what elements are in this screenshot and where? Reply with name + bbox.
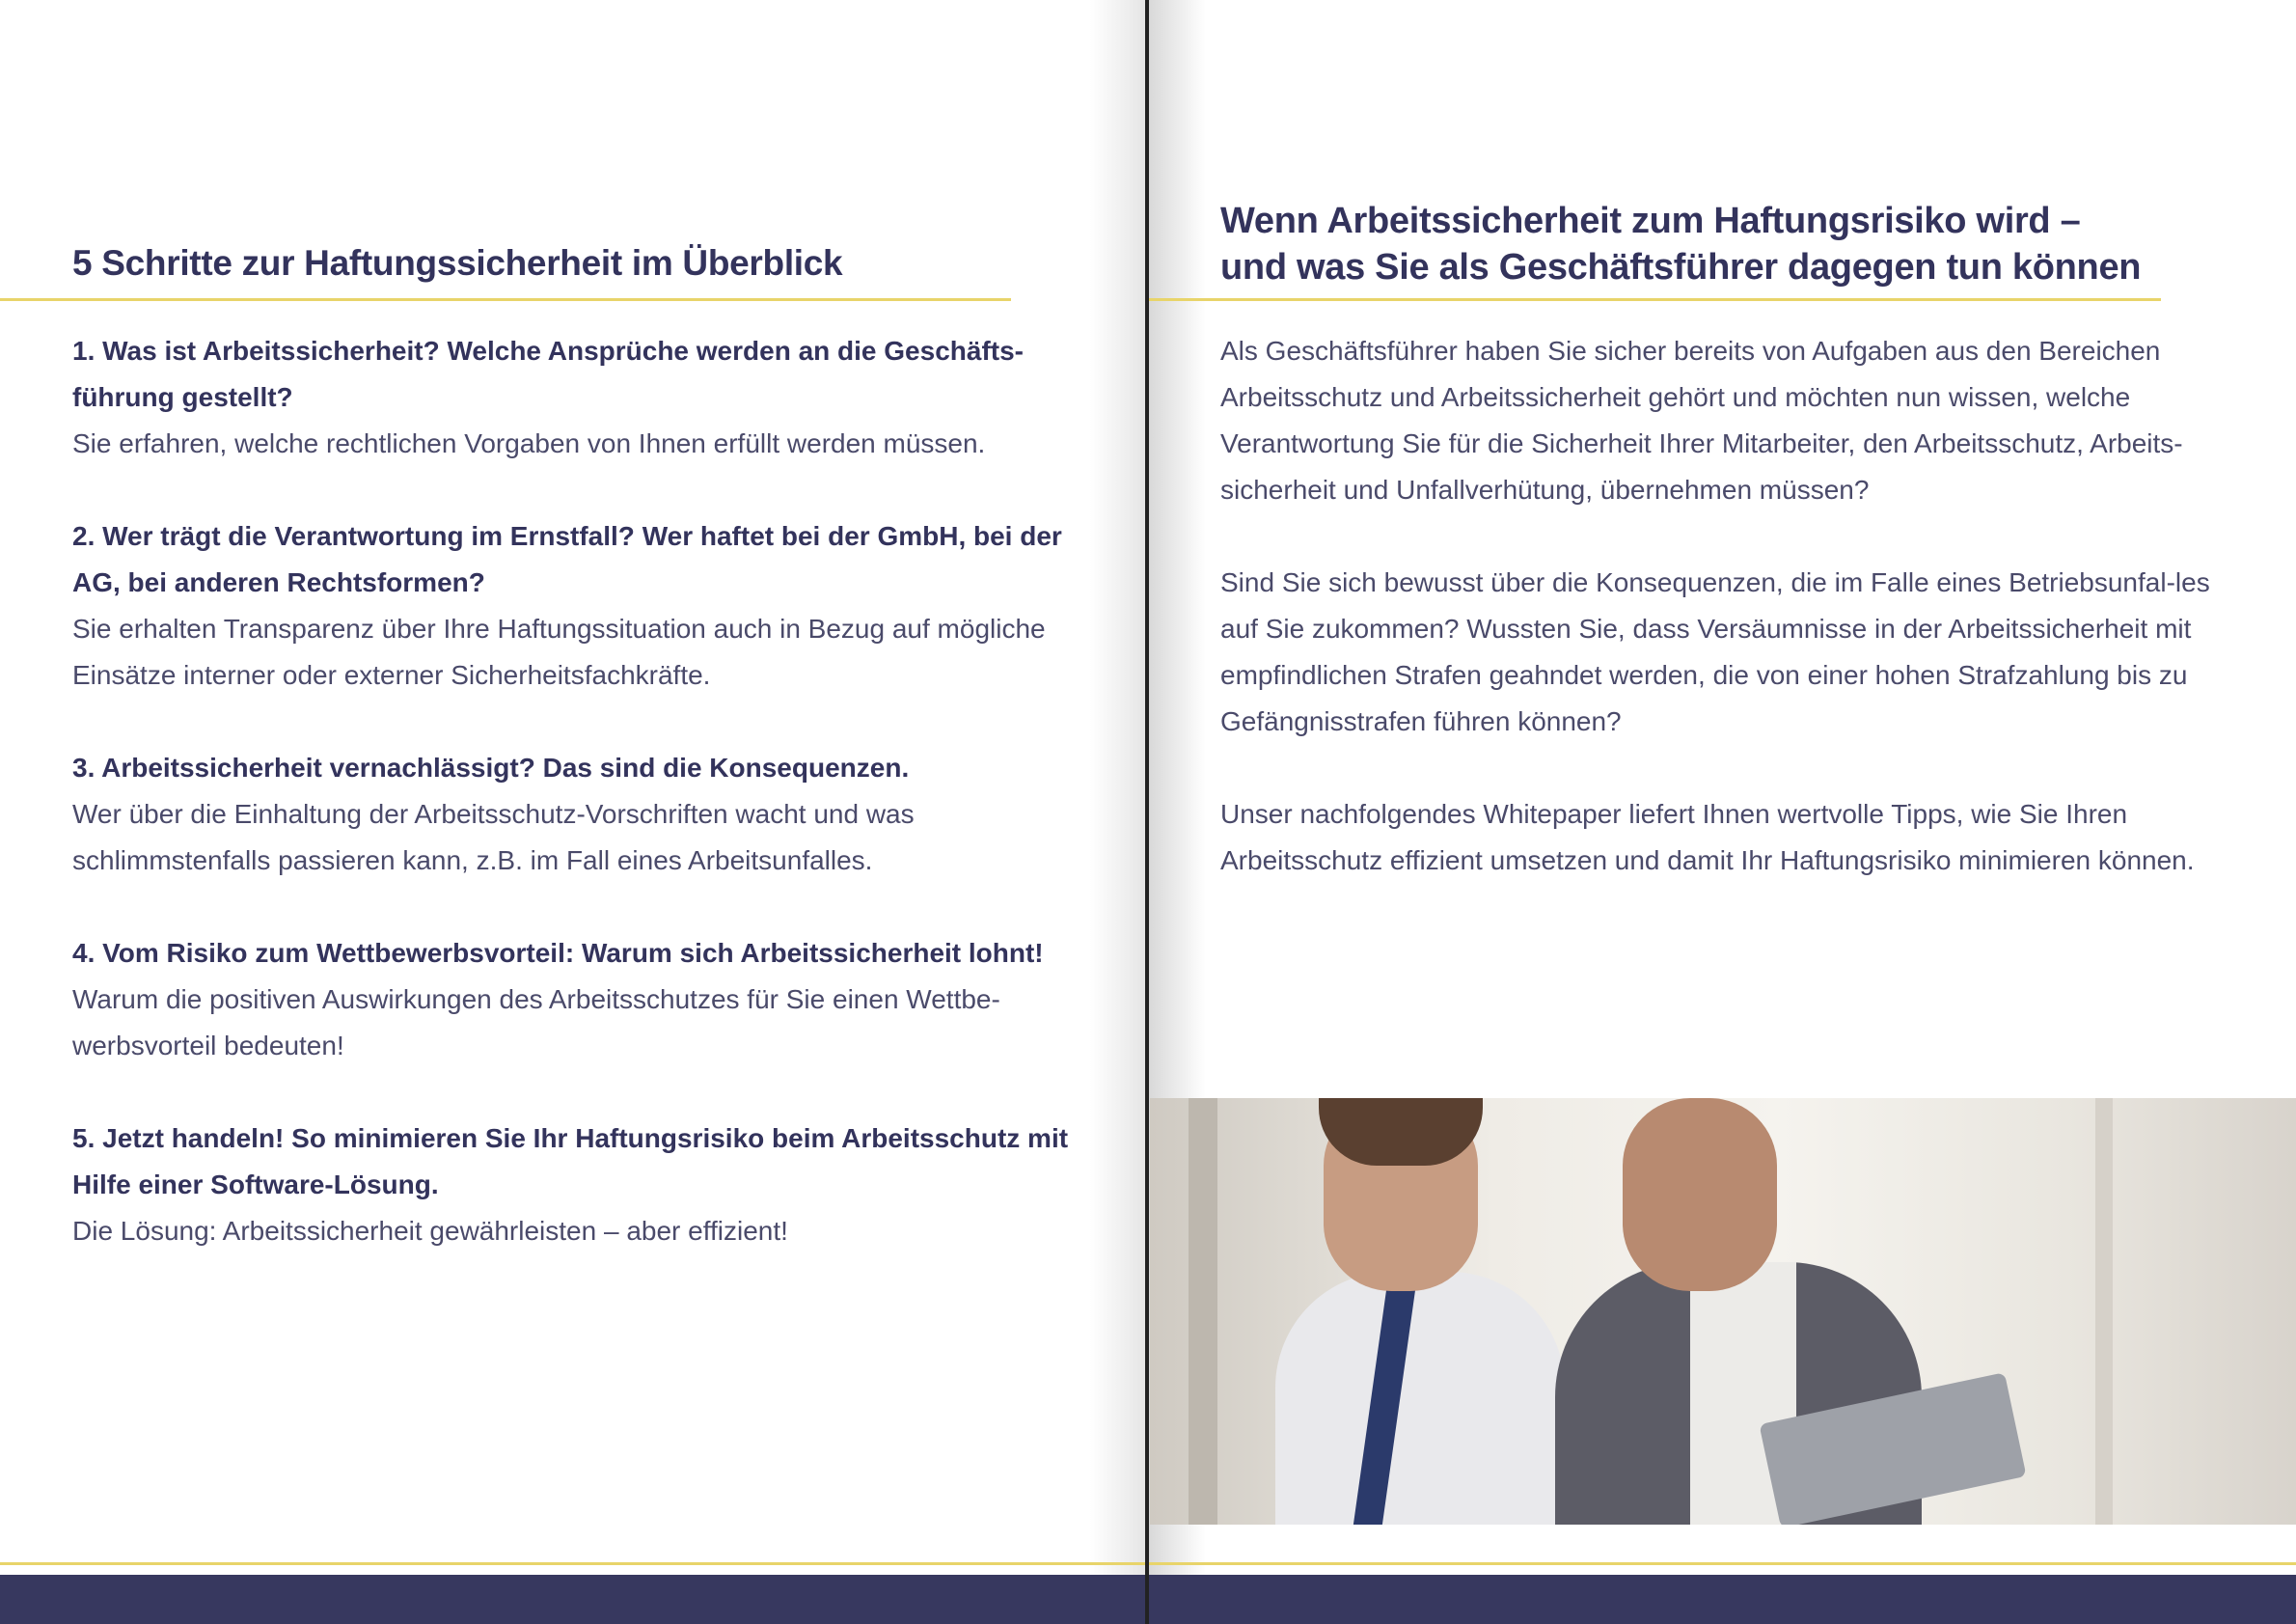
paragraph: Sind Sie sich bewusst über die Konsequenzen, die im Falle eines Betriebsunfal-les auf Sie zukommen? Wussten Sie, dass Versäumnisse in der Arbeitssicherheit mit empfindlichen Strafen geahndet werden, die von einer hohen Strafzahlung bis zu Gefängnisstrafen führen können? [1220,567,2210,736]
title-line-2: und was Sie als Geschäftsführer dagegen tun können [1220,247,2142,288]
step-question: 3. Arbeitssicherheit vernachlässigt? Das sind die Konsequenzen. [72,753,910,783]
title-underline [0,298,1011,301]
step-question: 5. Jetzt handeln! So minimieren Sie Ihr Haftungsrisiko beim Arbeitsschutz mit Hilfe einer Software-Lösung. [72,1123,1069,1199]
step-item [72,513,1095,699]
step-item [72,745,1095,884]
step-answer: Sie erhalten Transparenz über Ihre Haftungssituation auch in Bezug auf mögliche Einsätze interner oder externer Sicherheitsfachkräfte. [72,614,1046,690]
intro-text [1220,328,2233,930]
title-underline [1148,298,2161,301]
step-item [72,930,1095,1069]
step-answer: Die Lösung: Arbeitssicherheit gewährleisten – aber effizient! [72,1216,788,1246]
book-spine-overlay [1145,0,1149,1624]
paragraph: Unser nachfolgendes Whitepaper liefert Ihnen wertvolle Tipps, wie Sie Ihren Arbeitsschutz effizient umsetzen und damit Ihr Haftungsrisiko minimieren können. [1220,799,2195,875]
step-question: 1. Was ist Arbeitssicherheit? Welche Ansprüche werden an die Geschäfts-führung gestellt? [72,336,1024,412]
steps-list [72,328,1095,1301]
business-men-photo [1150,1098,2296,1525]
title-line-1: Wenn Arbeitssicherheit zum Haftungsrisiko wird – [1220,201,2081,241]
step-item [72,328,1095,467]
step-item [72,1115,1095,1254]
step-question: 2. Wer trägt die Verantwortung im Ernstfall? Wer haftet bei der GmbH, bei der AG, bei anderen Rechtsformen? [72,521,1062,597]
step-question: 4. Vom Risiko zum Wettbewerbsvorteil: Warum sich Arbeitssicherheit lohnt! [72,938,1044,968]
left-page-title: 5 Schritte zur Haftungssicherheit im Überblick [72,243,843,283]
step-answer: Sie erfahren, welche rechtlichen Vorgaben von Ihnen erfüllt werden müssen. [72,428,986,458]
step-answer: Wer über die Einhaltung der Arbeitsschutz-Vorschriften wacht und was schlimmstenfalls passieren kann, z.B. im Fall eines Arbeitsunfalles. [72,799,915,875]
step-answer: Warum die positiven Auswirkungen des Arbeitsschutzes für Sie einen Wettbe-werbsvorteil bedeuten! [72,984,1000,1060]
paragraph: Als Geschäftsführer haben Sie sicher bereits von Aufgaben aus den Bereichen Arbeitsschutz und Arbeitssicherheit gehört und möchten nun wissen, welche Verantwortung Sie für die Sicherheit Ihrer Mitarbeiter, den Arbeitsschutz, Arbeits-sicherheit und Unfallverhütung, übernehmen müssen? [1220,336,2183,505]
right-page-title [1220,198,2141,290]
